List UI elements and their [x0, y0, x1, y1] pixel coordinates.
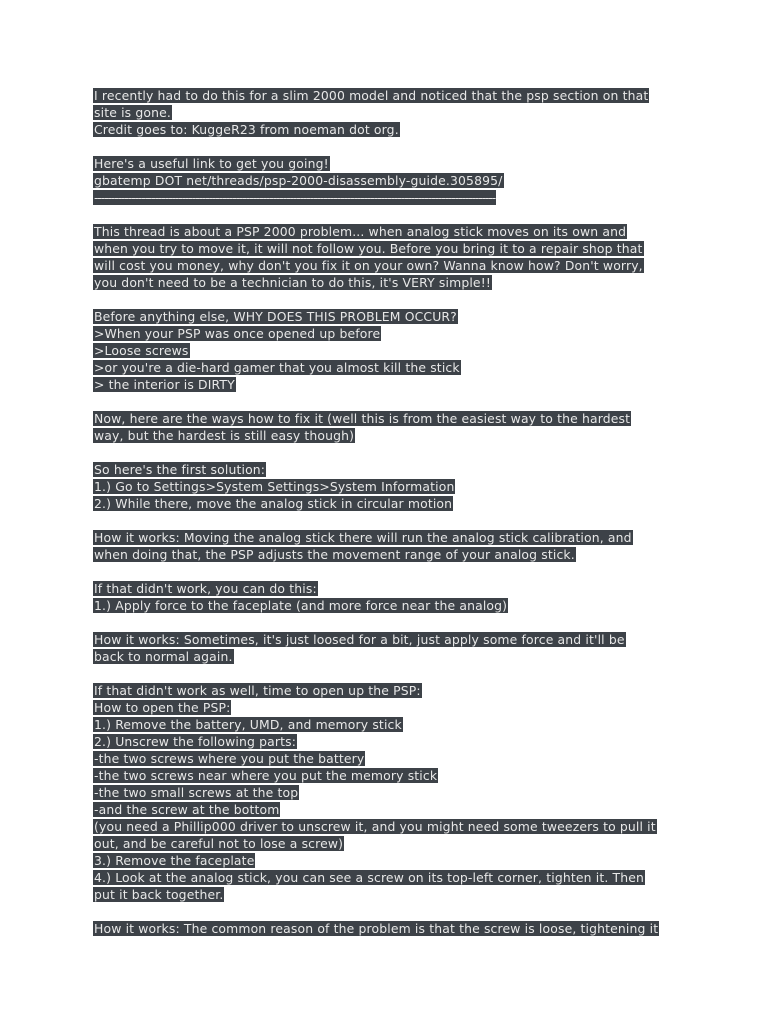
text-line: How to open the PSP:	[94, 700, 231, 715]
second-solution-paragraph	[93, 580, 683, 614]
list-item: >Loose screws	[94, 343, 189, 358]
text-line: way, but the hardest is still easy though)	[94, 428, 355, 443]
how-it-works-1	[93, 529, 683, 563]
text-line: If that didn't work as well, time to open up the PSP:	[94, 683, 421, 698]
list-item: 1.) Remove the battery, UMD, and memory stick	[94, 717, 402, 732]
how-it-works-2	[93, 631, 683, 665]
list-item: 1.) Go to Settings>System Settings>System Information	[94, 479, 455, 494]
list-item: -the two screws near where you put the memory stick	[94, 768, 438, 783]
text-line: I recently had to do this for a slim 2000 model and noticed that the psp section on that	[94, 88, 649, 103]
text-line: when doing that, the PSP adjusts the movement range of your analog stick.	[94, 547, 575, 562]
text-line: Credit goes to: KuggeR23 from noeman dot org.	[94, 122, 399, 137]
text-line: put it back together.	[94, 887, 224, 902]
link-paragraph	[93, 155, 683, 206]
text-line: (you need a Phillip000 driver to unscrew it, and you might need some tweezers to pull it	[94, 819, 656, 834]
open-psp-paragraph	[93, 682, 683, 903]
list-item: > the interior is DIRTY	[94, 377, 235, 392]
list-item: -the two small screws at the top	[94, 785, 299, 800]
text-line: Now, here are the ways how to fix it (well this is from the easiest way to the hardest	[94, 411, 631, 426]
how-it-works-3	[93, 920, 683, 937]
list-item: 2.) Unscrew the following parts:	[94, 734, 297, 749]
first-solution-paragraph	[93, 461, 683, 512]
document-body	[93, 87, 683, 954]
text-line: when you try to move it, it will not follow you. Before you bring it to a repair shop that	[94, 241, 643, 256]
list-item: >When your PSP was once opened up before	[94, 326, 381, 341]
list-item: 2.) While there, move the analog stick in circular motion	[94, 496, 453, 511]
text-line: This thread is about a PSP 2000 problem... when analog stick moves on its own and	[94, 224, 627, 239]
ways-paragraph	[93, 410, 683, 444]
thread-intro-paragraph	[93, 223, 683, 291]
text-line: will cost you money, why don't you fix it on your own? Wanna know how? Don't worry,	[94, 258, 643, 273]
intro-paragraph	[93, 87, 683, 138]
text-line: Before anything else, WHY DOES THIS PROBLEM OCCUR?	[94, 309, 457, 324]
list-item: >or you're a die-hard gamer that you almost kill the stick	[94, 360, 460, 375]
list-item: 4.) Look at the analog stick, you can see a screw on its top-left corner, tighten it. Then	[94, 870, 644, 885]
text-line: Here's a useful link to get you going!	[94, 156, 329, 171]
text-line: How it works: Moving the analog stick there will run the analog stick calibration, and	[94, 530, 632, 545]
text-line: If that didn't work, you can do this:	[94, 581, 317, 596]
text-line: out, and be careful not to lose a screw)	[94, 836, 344, 851]
text-line: you don't need to be a technician to do this, it's VERY simple!!	[94, 275, 491, 290]
causes-paragraph	[93, 308, 683, 393]
text-line: back to normal again.	[94, 649, 233, 664]
list-item: 1.) Apply force to the faceplate (and more force near the analog)	[94, 598, 508, 613]
list-item: 3.) Remove the faceplate	[94, 853, 255, 868]
text-line: How it works: Sometimes, it's just loosed for a bit, just apply some force and it'll be	[94, 632, 625, 647]
separator-line: -----------------------------------------------------------------------------------------------------------------------	[94, 190, 496, 205]
list-item: -the two screws where you put the battery	[94, 751, 365, 766]
text-line: How it works: The common reason of the problem is that the screw is loose, tightening it	[94, 921, 659, 936]
link-text: gbatemp DOT net/threads/psp-2000-disassembly-guide.305895/	[94, 173, 503, 188]
text-line: site is gone.	[94, 105, 171, 120]
list-item: -and the screw at the bottom	[94, 802, 280, 817]
text-line: So here's the first solution:	[94, 462, 266, 477]
